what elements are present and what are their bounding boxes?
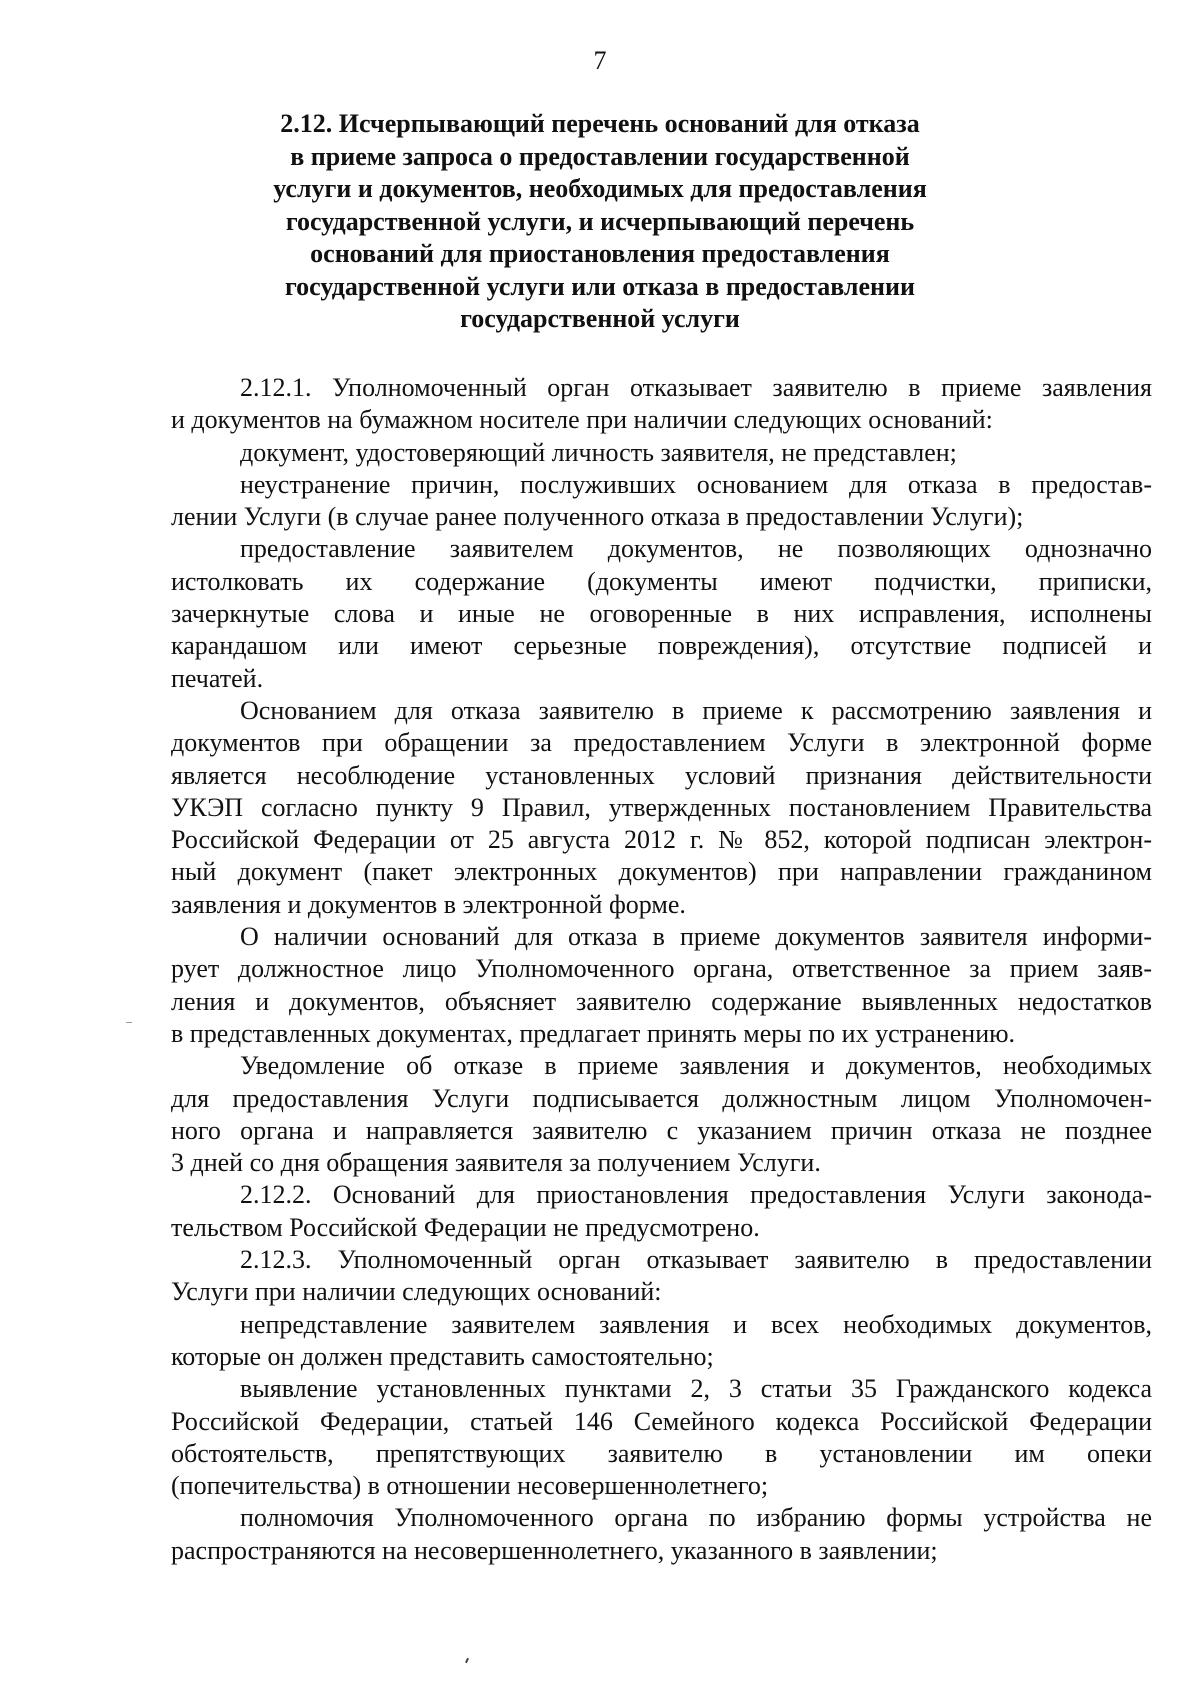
paragraph	[171, 437, 1152, 469]
text-line: полномочия Уполномоченного органа по избранию формы устройства не	[240, 1503, 1152, 1533]
text-line: неустранение причин, послуживших основанием для отказа в предостав-	[240, 469, 1152, 499]
text-line: ного органа и направляется заявителю с указанием причин отказа не позднее	[171, 1115, 1152, 1145]
paragraph	[171, 695, 1152, 921]
text-line: Российской Федерации, статьей 146 Семейного кодекса Российской Федерации	[171, 1406, 1152, 1436]
text-line: непредставление заявителем заявления и всех необходимых документов,	[240, 1309, 1152, 1339]
text-line: Услуги при наличии следующих оснований:	[171, 1277, 662, 1307]
section-heading	[250, 108, 950, 336]
text-line: предоставление заявителем документов, не позволяющих однозначно	[240, 534, 1152, 564]
page-number: 7	[593, 46, 607, 75]
heading-line: государственной услуги, и исчерпывающий перечень	[285, 206, 915, 236]
text-line: и документов на бумажном носителе при наличии следующих оснований:	[171, 405, 993, 435]
heading-line: государственной услуги	[460, 304, 740, 333]
heading-line: в приеме запроса о предоставлении государственной	[290, 141, 910, 171]
text-line: Основанием для отказа заявителю в приеме к рассмотрению заявления и	[240, 695, 1152, 725]
text-line: обстоятельств, препятствующих заявителю в установлении им опеки	[171, 1438, 1152, 1468]
text-line: 3 дней со дня обращения заявителя за получением Услуги.	[171, 1148, 821, 1178]
paragraph	[171, 1309, 1152, 1374]
paragraph	[171, 533, 1152, 694]
heading-line: оснований для приостановления предоставления	[310, 239, 890, 268]
paragraph	[171, 469, 1152, 534]
scan-mark	[126, 1022, 132, 1023]
text-line: 2.12.3. Уполномоченный орган отказывает заявителю в предоставлении	[240, 1245, 1152, 1275]
text-line: печатей.	[171, 663, 264, 693]
text-line: зачеркнутые слова и иные не оговоренные в них исправления, исполнены	[171, 599, 1152, 629]
text-line: лении Услуги (в случае ранее полученного отказа в предоставлении Услуги);	[171, 502, 1024, 532]
document-body	[171, 372, 1152, 1567]
text-line: 2.12.2. Оснований для приостановления предоставления Услуги законода-	[240, 1180, 1152, 1210]
paragraph	[171, 372, 1152, 437]
text-line: истолковать их содержание (документы имеют подчистки, приписки,	[171, 566, 1152, 596]
text-line: тельством Российской Федерации не предусмотрено.	[171, 1212, 760, 1242]
text-line: (попечительства) в отношении несовершеннолетнего;	[171, 1471, 769, 1501]
text-line: УКЭП согласно пункту 9 Правил, утвержденных постановлением Правительства	[171, 792, 1152, 822]
text-line: заявления и документов в электронной форме.	[171, 889, 686, 919]
text-line: в представленных документах, предлагает принять меры по их устранению.	[171, 1018, 1016, 1048]
text-line: является несоблюдение установленных условий признания действительности	[171, 760, 1152, 790]
paragraph	[171, 1373, 1152, 1502]
text-line: документ, удостоверяющий личность заявителя, не представлен;	[240, 437, 957, 467]
paragraph	[171, 1050, 1152, 1179]
text-line: распространяются на несовершеннолетнего, указанного в заявлении;	[171, 1535, 938, 1565]
heading-line: государственной услуги или отказа в предоставлении	[284, 271, 916, 301]
text-line: выявление установленных пунктами 2, 3 статьи 35 Гражданского кодекса	[240, 1374, 1152, 1404]
text-line: О наличии оснований для отказа в приеме документов заявителя информи-	[240, 922, 1152, 952]
heading-line: 2.12. Исчерпывающий перечень оснований для отказа	[280, 109, 920, 138]
text-line: ный документ (пакет электронных документов) при направлении гражданином	[171, 857, 1152, 887]
text-line: Уведомление об отказе в приеме заявления и документов, необходимых	[240, 1051, 1152, 1081]
heading-line: услуги и документов, необходимых для предоставления	[273, 174, 927, 203]
paragraph	[171, 1502, 1152, 1567]
text-line: для предоставления Услуги подписывается должностным лицом Уполномочен-	[171, 1083, 1152, 1113]
text-line: Российской Федерации от 25 августа 2012 г. № 852, которой подписан электрон-	[171, 825, 1152, 855]
text-line: документов при обращении за предоставлением Услуги в электронной форме	[171, 728, 1152, 758]
paragraph	[171, 1244, 1152, 1309]
text-line: 2.12.1. Уполномоченный орган отказывает заявителю в приеме заявления	[240, 373, 1152, 402]
paragraph	[171, 1179, 1152, 1244]
text-line: ления и документов, объясняет заявителю содержание выявленных недостатков	[171, 986, 1152, 1016]
scan-speck	[465, 1658, 469, 1663]
text-line: рует должностное лицо Уполномоченного органа, ответственное за прием заяв-	[171, 954, 1152, 984]
text-line: которые он должен представить самостоятельно;	[171, 1341, 714, 1371]
paragraph	[171, 921, 1152, 1050]
text-line: карандашом или имеют серьезные повреждения), отсутствие подписей и	[171, 631, 1152, 661]
